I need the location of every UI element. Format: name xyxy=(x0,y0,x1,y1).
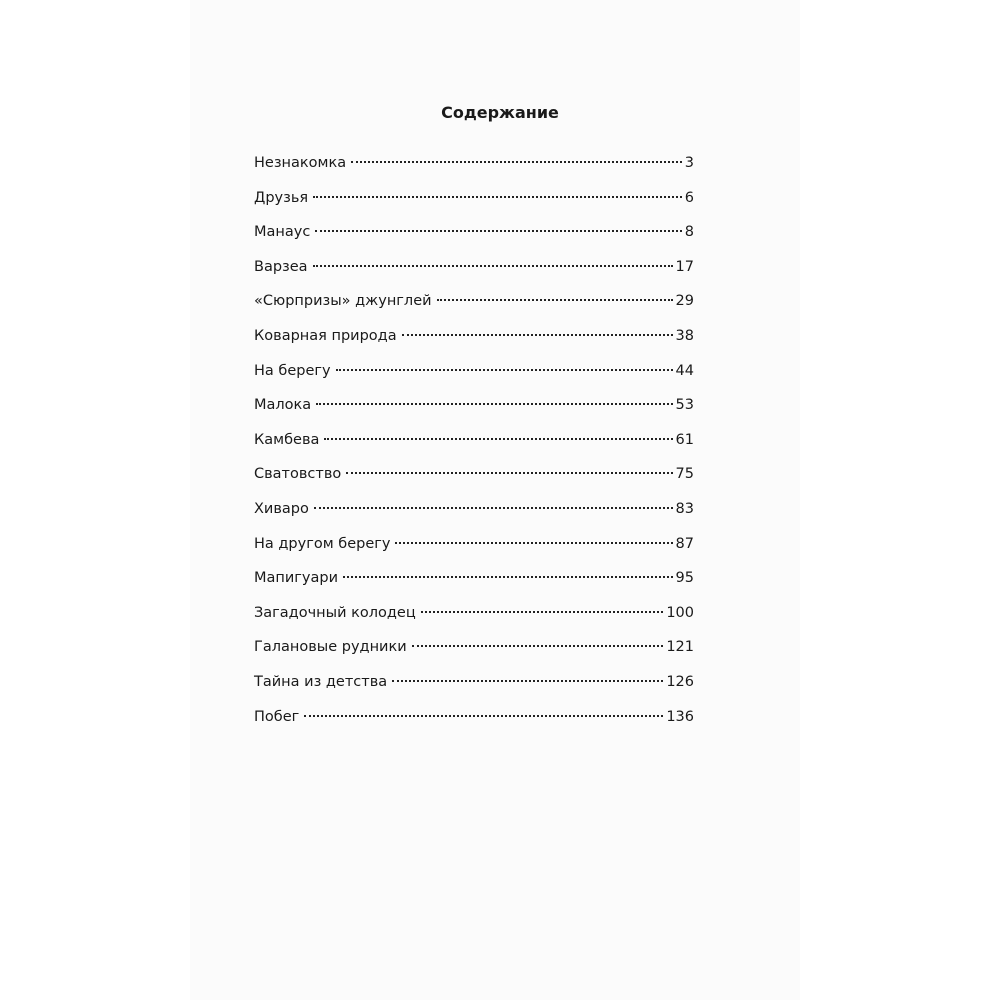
toc-entry-page: 75 xyxy=(675,466,694,483)
toc-entry-page: 38 xyxy=(675,327,694,344)
toc-entry xyxy=(254,466,694,501)
toc-entry-page: 136 xyxy=(666,708,694,725)
dot-leader xyxy=(437,299,673,301)
toc-entry xyxy=(254,190,694,225)
toc-entry xyxy=(254,397,694,432)
toc-entry xyxy=(254,570,694,605)
toc-entry xyxy=(254,259,694,294)
toc-entry-page: 87 xyxy=(675,535,694,552)
toc-entry-title: Галановые рудники xyxy=(254,639,407,656)
toc-entry xyxy=(254,363,694,398)
toc-entry-page: 121 xyxy=(666,639,694,656)
toc-entry-title: На берегу xyxy=(254,362,331,379)
toc-entry-page: 17 xyxy=(675,258,694,275)
toc-entry xyxy=(254,709,694,744)
toc-entry-title: Побег xyxy=(254,708,300,725)
toc-entry-page: 44 xyxy=(675,362,694,379)
toc-entry-title: Загадочный колодец xyxy=(254,604,416,621)
toc-entry-title: Малока xyxy=(254,397,312,414)
toc-entry-page: 100 xyxy=(666,604,694,621)
toc-entry xyxy=(254,224,694,259)
dot-leader xyxy=(395,542,672,544)
toc-entry-page: 61 xyxy=(675,431,694,448)
dot-leader xyxy=(304,715,663,717)
toc-entry-title: Манаус xyxy=(254,224,311,241)
toc-entry-page: 3 xyxy=(684,155,694,171)
toc-entry-title: Камбева xyxy=(254,431,320,448)
toc-entry-title: Мапигуари xyxy=(254,570,339,587)
toc-entry-title: Хиваро xyxy=(254,500,309,517)
toc-entry-title: На другом берегу xyxy=(254,535,391,552)
dot-leader xyxy=(313,265,673,267)
page-title: Содержание xyxy=(441,103,559,122)
toc-entry-title: Тайна из детства xyxy=(254,673,388,690)
toc-entry-page: 83 xyxy=(675,500,694,517)
toc-entry xyxy=(254,155,694,190)
dot-leader xyxy=(324,438,672,440)
dot-leader xyxy=(343,576,673,578)
toc-entry xyxy=(254,639,694,674)
toc-entry xyxy=(254,605,694,640)
toc-entry xyxy=(254,501,694,536)
table-of-contents xyxy=(254,155,694,743)
dot-leader xyxy=(336,369,673,371)
dot-leader xyxy=(351,161,682,163)
toc-entry-page: 8 xyxy=(684,224,694,241)
toc-entry xyxy=(254,328,694,363)
toc-entry-page: 53 xyxy=(675,397,694,414)
dot-leader xyxy=(346,472,672,474)
toc-entry-title: Варзеа xyxy=(254,258,308,275)
toc-entry-title: Друзья xyxy=(254,189,309,206)
dot-leader xyxy=(402,334,673,336)
dot-leader xyxy=(412,645,664,647)
toc-entry xyxy=(254,674,694,709)
toc-entry-title: «Сюрпризы» джунглей xyxy=(254,293,432,310)
toc-entry-page: 126 xyxy=(666,673,694,690)
toc-entry-page: 6 xyxy=(684,189,694,206)
toc-entry-title: Сватовство xyxy=(254,466,342,483)
dot-leader xyxy=(316,403,672,405)
toc-entry-title: Коварная природа xyxy=(254,327,397,344)
toc-entry-page: 29 xyxy=(675,293,694,310)
toc-entry-title: Незнакомка xyxy=(254,155,347,171)
toc-entry xyxy=(254,536,694,571)
dot-leader xyxy=(313,196,682,198)
dot-leader xyxy=(314,507,673,509)
toc-entry xyxy=(254,432,694,467)
toc-entry-page: 95 xyxy=(675,570,694,587)
dot-leader xyxy=(315,230,681,232)
toc-entry xyxy=(254,293,694,328)
dot-leader xyxy=(421,611,664,613)
dot-leader xyxy=(392,680,663,682)
